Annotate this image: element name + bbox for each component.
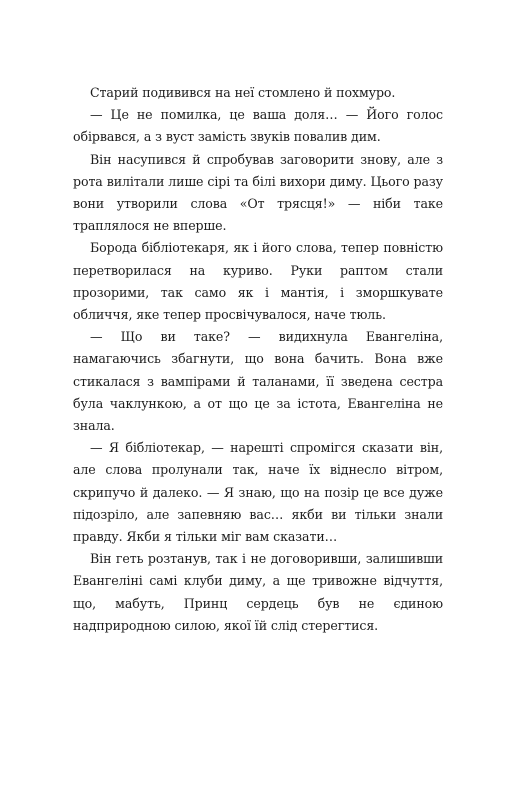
paragraph: — Це не помилка, це ваша доля… — Його голос обірвався, а з вуст замість звуків повалив дим.: [73, 107, 443, 145]
paragraph: Старий подивився на неї стомлено й похмуро.: [90, 85, 396, 100]
paragraph: — Я бібліотекар, — нарешті спромігся сказати він, але слова пролунали так, наче їх віднесло вітром, скрипучо й далеко. — Я знаю, що на позір це все дуже підозріло, але запевняю вас… якби ви тільки знали правду. Якби я тільки міг вам сказати…: [73, 440, 443, 545]
book-page-text: [73, 82, 443, 637]
paragraph: Він насупився й спробував заговорити знову, але з рота вилітали лише сірі та білі вихори диму. Цього разу вони утворили слова «От трясця!» — ніби таке траплялося не вперше.: [73, 151, 443, 234]
paragraph: Він геть розтанув, так і не договоривши, залишивши Евангеліні самі клуби диму, а ще тривожне відчуття, що, мабуть, Принц сердець був не єдиною надприродною силою, якої їй слід стерегтися.: [73, 551, 443, 633]
paragraph: Борода бібліотекаря, як і його слова, тепер повністю перетворилася на куриво. Руки раптом стали прозорими, так само як і мантія, і зморшкувате обличчя, яке тепер просвічувалося, наче тюль.: [73, 240, 443, 323]
paragraph: — Що ви таке? — видихнула Евангеліна, намагаючись збагнути, що вона бачить. Вона вже стикалася з вампірами й таланами, її зведена сестра була чаклункою, а от що це за істота, Евангеліна не знала.: [73, 329, 443, 434]
